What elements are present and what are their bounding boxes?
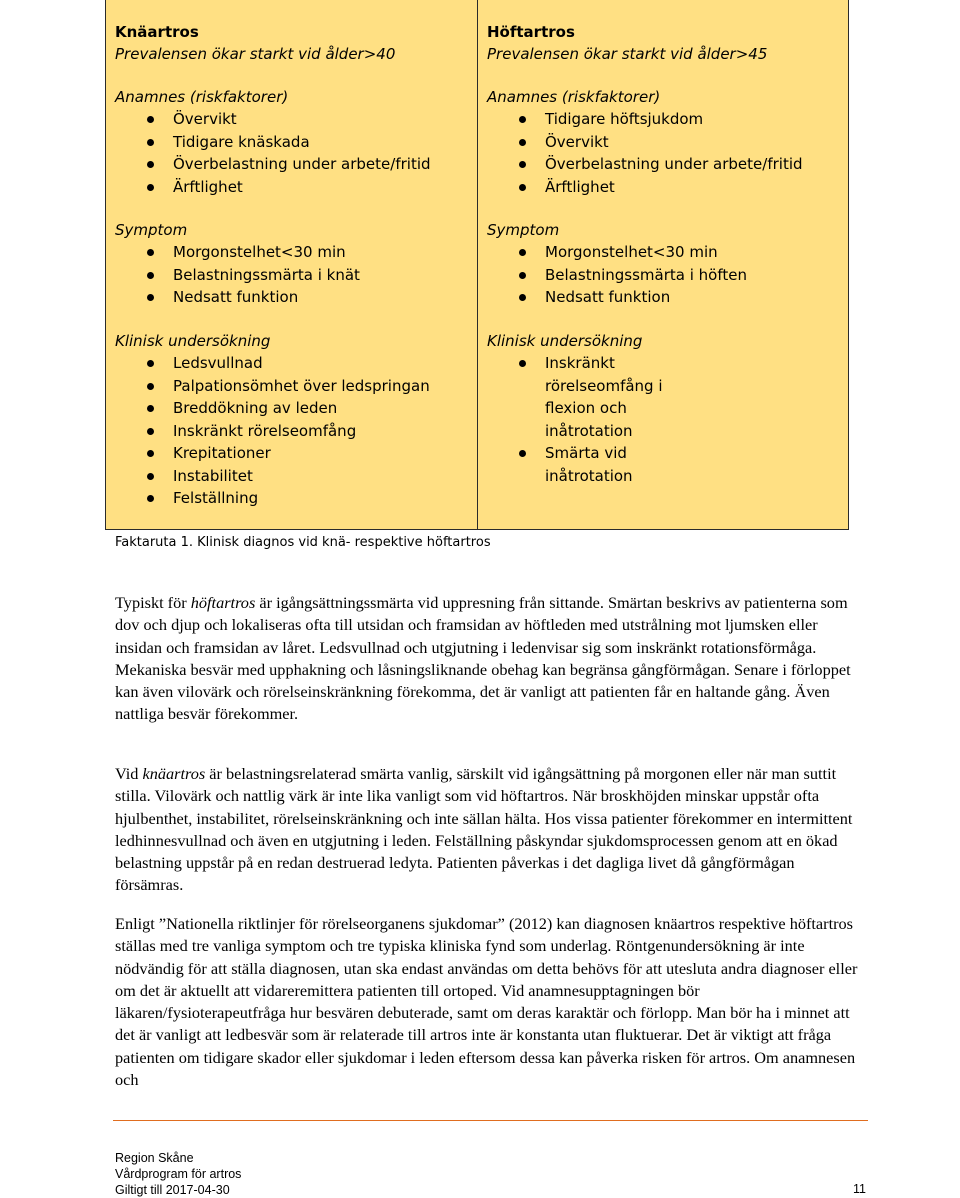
- hip-symptom-section: [487, 219, 837, 309]
- list-item: [115, 131, 465, 154]
- list-item-text: Instabilitet: [173, 466, 253, 485]
- list-item: [115, 264, 465, 287]
- paragraph-text: är igångsättningssmärta vid uppresning från sittande. Smärtan beskrivs av patienterna som dov och djup och lokaliseras ofta till utsidan och framsidan av höftleden med utstrålning mot ljumsken eller insidan och framsidan av låret. Ledsvullnad och utgjutning i ledenvisar sig som inskränkt rotationsförmåga. Mekaniska besvär med upphakning och låsningsliknande obehag kan begränsa gångförmågan. Senare i förloppet kan även vilovärk och rörelseinskränkning förekomma, det är vanligt att patienten får en haltande gång. Även nattliga besvär förekommer.: [115, 593, 851, 724]
- bullet-icon: [519, 272, 526, 279]
- bullet-icon: [519, 294, 526, 301]
- hip-symptom-list: [487, 241, 837, 309]
- bullet-icon: [147, 360, 154, 367]
- list-item: [115, 397, 465, 420]
- knee-symptom-section: [115, 219, 465, 309]
- list-item: [115, 487, 465, 510]
- knee-title: Knäartros: [115, 23, 199, 41]
- bullet-icon: [519, 139, 526, 146]
- list-item-text: Belastningssmärta i höften: [545, 265, 747, 284]
- list-item-text: Morgonstelhet<30 min: [545, 243, 718, 261]
- bullet-icon: [147, 161, 154, 168]
- bullet-icon: [147, 184, 154, 191]
- paragraph-text: Enligt ”Nationella riktlinjer för rörelseorganens sjukdomar” (2012) kan diagnosen knäartros respektive höftartros ställas med tre vanliga symptom och tre typiska kliniska fynd som underlag. Röntgenundersökning är inte nödvändig för att ställa diagnosen, utan ska endast användas om detta behövs för att utesluta andra diagnoser eller om det är aktuellt att vidareremittera patienten till ortoped. Vid anamnesupptagningen bör läkaren/fysioterapeutfråga hur besvären debuterade, samt om deras karaktär och förlopp. Man bör ha i minnet att det är vanligt att ledbesvär som är relaterade till artros inte är konstanta utan fluktuerar. Det är viktigt att fråga patienten om tidigare skador eller sjukdomar i leden eftersom dessa kan påverka risken för artros. Om anamnesen och: [115, 914, 858, 1090]
- paragraph-hip: [115, 592, 865, 726]
- list-item: [487, 176, 837, 199]
- hip-column: [478, 0, 848, 529]
- knee-anamnes-list: [115, 108, 465, 198]
- bullet-icon: [147, 428, 154, 435]
- list-item-text: Inskränkt rörelseomfång i flexion och inåtrotation: [545, 354, 663, 440]
- knee-exam-list: [115, 352, 465, 510]
- hip-exam-list: [487, 352, 697, 487]
- knee-column: [106, 0, 478, 529]
- hip-anamnes-heading: Anamnes (riskfaktorer): [487, 88, 661, 106]
- list-item: [115, 375, 465, 398]
- hip-exam-heading: Klinisk undersökning: [487, 332, 643, 350]
- page-number: 11: [853, 1182, 866, 1196]
- list-item-text: Belastningssmärta i knät: [173, 265, 360, 284]
- paragraph-text: Vid: [115, 764, 143, 783]
- list-item: [115, 352, 465, 375]
- list-item-text: Krepitationer: [173, 444, 271, 462]
- footer-divider: [113, 1120, 868, 1121]
- footer: [115, 1150, 241, 1198]
- list-item: [115, 465, 465, 488]
- bullet-icon: [147, 116, 154, 123]
- paragraph-guidelines: [115, 913, 865, 1091]
- footer-validity: Giltigt till 2017-04-30: [115, 1183, 230, 1197]
- list-item-text: Morgonstelhet<30 min: [173, 243, 346, 261]
- fact-box-caption: Faktaruta 1. Klinisk diagnos vid knä- respektive höftartros: [115, 535, 491, 550]
- bullet-icon: [519, 184, 526, 191]
- hip-title: Höftartros: [487, 23, 575, 41]
- list-item: [115, 286, 465, 309]
- list-item: [115, 241, 465, 264]
- list-item-text: Tidigare knäskada: [173, 132, 310, 151]
- list-item-text: Palpationsömhet över ledspringan: [173, 376, 430, 395]
- knee-symptom-list: [115, 241, 465, 309]
- paragraph-text: är belastningsrelaterad smärta vanlig, särskilt vid igångsättning på morgonen eller när man suttit stilla. Vilovärk och nattlig värk är inte lika vanligt som vid höftartros. När broskhöjden minskar uppstår ofta hjulbenthet, instabilitet, rörelseinskränkning och inte sällan hälta. Hos vissa patienter förekommer en intermittent ledhinnesvullnad och även en utgjutning i leden. Felställning påskyndar sjukdomsprocessen genom att en ökad belastning uppstår på en redan destruerad ledyta. Patienten påverkas i det dagliga livet då gångförmågan försämras.: [115, 764, 853, 895]
- bullet-icon: [147, 450, 154, 457]
- list-item: [487, 131, 837, 154]
- bullet-icon: [147, 249, 154, 256]
- knee-exam-heading: Klinisk undersökning: [115, 332, 271, 350]
- list-item-text: Tidigare höftsjukdom: [545, 110, 704, 128]
- bullet-icon: [519, 360, 526, 367]
- footer-organization: Region Skåne: [115, 1151, 194, 1165]
- hip-symptom-heading: Symptom: [487, 221, 560, 239]
- list-item-text: Smärta vid inåtrotation: [545, 444, 633, 485]
- list-item: [487, 264, 837, 287]
- bullet-icon: [147, 294, 154, 301]
- knee-anamnes-section: [115, 86, 465, 198]
- list-item-text: Nedsatt funktion: [545, 288, 671, 306]
- list-item: [487, 352, 697, 442]
- bullet-icon: [147, 139, 154, 146]
- bullet-icon: [519, 116, 526, 123]
- footer-document-title: Vårdprogram för artros: [115, 1167, 242, 1181]
- paragraph-knee: [115, 763, 865, 897]
- hip-anamnes-list: [487, 108, 837, 198]
- list-item-text: Nedsatt funktion: [173, 288, 299, 306]
- bullet-icon: [147, 383, 154, 390]
- list-item-text: Felställning: [173, 489, 259, 507]
- list-item: [115, 442, 465, 465]
- list-item-text: Ledsvullnad: [173, 354, 263, 372]
- bullet-icon: [519, 161, 526, 168]
- list-item-text: Övervikt: [173, 110, 237, 128]
- bullet-icon: [147, 473, 154, 480]
- knee-prevalence: Prevalensen ökar starkt vid ålder>40: [115, 45, 396, 63]
- knee-symptom-heading: Symptom: [115, 221, 188, 239]
- list-item-text: Inskränkt rörelseomfång: [173, 421, 357, 440]
- emphasis-hip: höftartros: [190, 593, 256, 612]
- list-item-text: Övervikt: [545, 132, 609, 151]
- bullet-icon: [519, 450, 526, 457]
- knee-anamnes-heading: Anamnes (riskfaktorer): [115, 88, 289, 106]
- list-item: [487, 153, 837, 176]
- list-item: [115, 153, 465, 176]
- bullet-icon: [519, 249, 526, 256]
- list-item: [487, 108, 837, 131]
- bullet-icon: [147, 495, 154, 502]
- list-item-text: Breddökning av leden: [173, 399, 338, 417]
- list-item: [115, 420, 465, 443]
- hip-anamnes-section: [487, 86, 837, 198]
- list-item: [487, 241, 837, 264]
- bullet-icon: [147, 405, 154, 412]
- hip-exam-section: [487, 330, 697, 487]
- emphasis-knee: knäartros: [142, 764, 206, 783]
- knee-exam-section: [115, 330, 465, 510]
- list-item: [487, 442, 697, 487]
- fact-box: [105, 0, 849, 530]
- bullet-icon: [147, 272, 154, 279]
- list-item: [115, 176, 465, 199]
- list-item-text: Ärftlighet: [173, 177, 243, 196]
- list-item-text: Överbelastning under arbete/fritid: [173, 155, 431, 173]
- list-item-text: Ärftlighet: [545, 177, 615, 196]
- list-item-text: Överbelastning under arbete/fritid: [545, 155, 803, 173]
- list-item: [487, 286, 837, 309]
- hip-prevalence: Prevalensen ökar starkt vid ålder>45: [487, 45, 768, 63]
- list-item: [115, 108, 465, 131]
- paragraph-text: Typiskt för: [115, 593, 191, 612]
